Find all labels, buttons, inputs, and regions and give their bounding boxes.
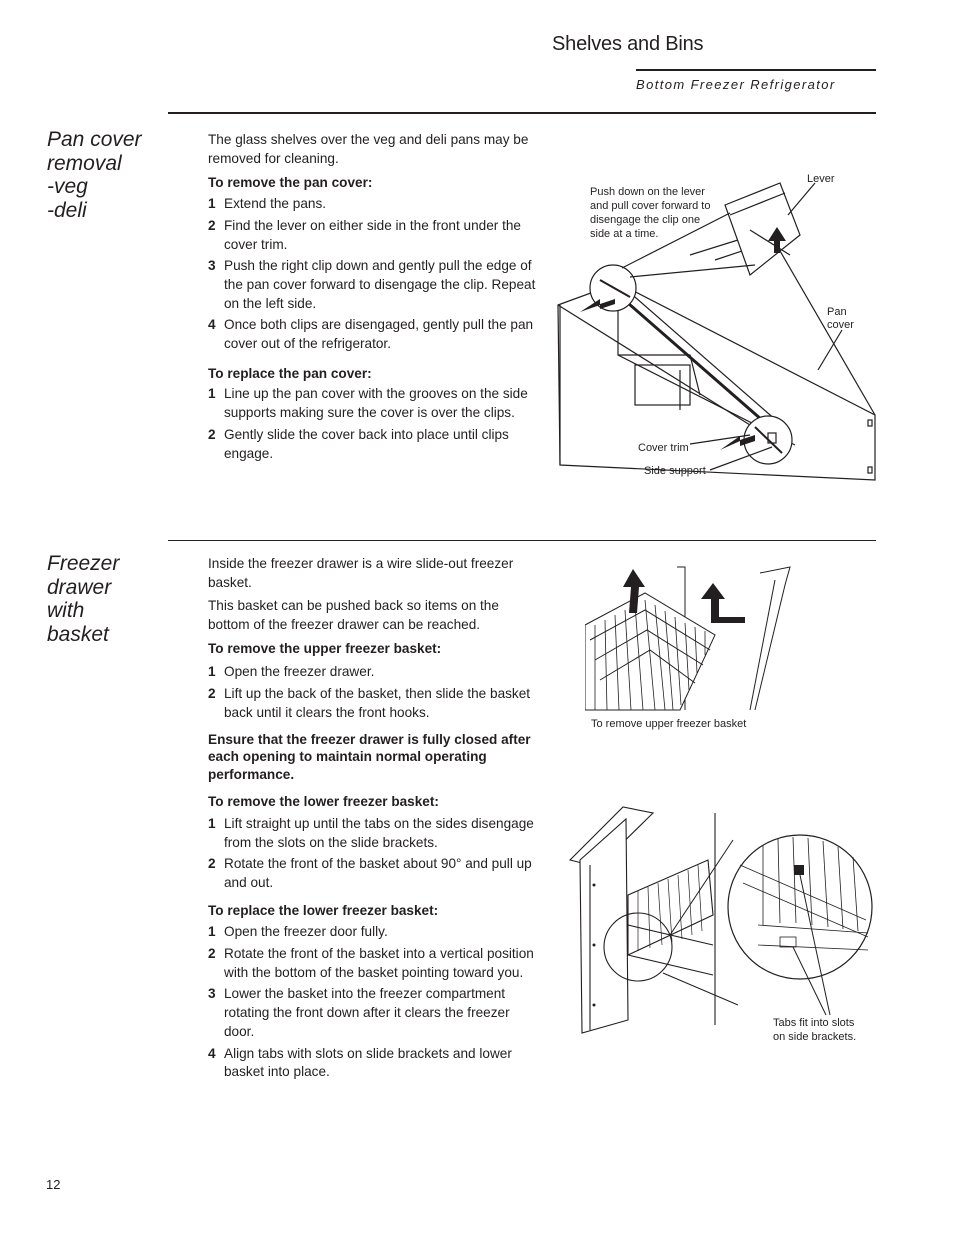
list-item: 2 Find the lever on either side in the front under the cover trim. bbox=[208, 217, 521, 252]
section-title-line: removal bbox=[47, 151, 122, 175]
page-header-subtitle: Bottom Freezer Refrigerator bbox=[636, 77, 836, 92]
upper-basket-caption: To remove upper freezer basket bbox=[591, 718, 747, 730]
replace-lower-steps bbox=[208, 923, 536, 1082]
replace-heading: To replace the pan cover: bbox=[208, 365, 372, 381]
lower-basket-caption-line2: on side brackets. bbox=[773, 1031, 857, 1043]
section-divider bbox=[168, 540, 876, 541]
intro-text: The glass shelves over the veg and deli pans may be removed for cleaning. bbox=[208, 132, 529, 166]
remove-heading: To remove the pan cover: bbox=[208, 175, 373, 191]
remove-steps bbox=[208, 195, 536, 354]
list-item: 3 Lower the basket into the freezer compartment rotating the front down after it clears the freezer door. bbox=[208, 986, 510, 1039]
section-title-line: Pan cover bbox=[47, 128, 142, 151]
section-title-line: -veg bbox=[47, 175, 88, 198]
list-item: 4 Once both clips are disengaged, gently pull the pan cover out of the refrigerator. bbox=[208, 317, 534, 352]
upper-basket-illustration bbox=[585, 565, 795, 713]
replace-steps bbox=[208, 385, 536, 463]
warning-text: Ensure that the freezer drawer is fully closed after each opening to maintain normal operating performance. bbox=[208, 731, 531, 782]
label-cover-trim: Cover trim bbox=[638, 442, 689, 454]
label-side-support: Side support bbox=[644, 465, 706, 477]
section-title-pan-cover bbox=[47, 128, 162, 222]
header-rule bbox=[636, 69, 876, 71]
page-number: 12 bbox=[46, 1177, 61, 1192]
list-item: 2 Lift up the back of the basket, then slide the basket back until it clears the front hooks. bbox=[208, 686, 531, 720]
section-title-line: Freezer bbox=[47, 552, 120, 575]
lower-basket-heading: To remove the lower freezer basket: bbox=[208, 794, 439, 810]
list-item: 2 Rotate the front of the basket about 90° and pull up and out. bbox=[208, 856, 532, 890]
lower-basket-illustration bbox=[568, 805, 873, 1040]
list-item: 3 Push the right clip down and gently pull the edge of the pan cover forward to disengage the clip. Repeat on the left side. bbox=[208, 258, 536, 311]
section-title-line: basket bbox=[47, 622, 109, 646]
section-title-line: with bbox=[47, 599, 85, 622]
freezer-basket-instructions bbox=[208, 555, 536, 1082]
section-title-freezer-drawer bbox=[47, 552, 162, 646]
list-item: 2 Rotate the front of the basket into a vertical position with the bottom of the basket pointing toward you. bbox=[208, 946, 534, 980]
intro-text: Inside the freezer drawer is a wire slide-out freezer basket. bbox=[208, 556, 514, 590]
label-pan-cover-line2: cover bbox=[827, 319, 854, 331]
list-item: 1 Extend the pans. bbox=[208, 196, 327, 212]
list-item: 1 Open the freezer door fully. bbox=[208, 924, 388, 940]
page-header-title: Shelves and Bins bbox=[552, 33, 704, 55]
list-item: 2 Gently slide the cover back into place until clips engage. bbox=[208, 426, 509, 461]
upper-basket-heading: To remove the upper freezer basket: bbox=[208, 640, 442, 656]
pan-cover-instructions bbox=[208, 131, 536, 463]
intro-text: This basket can be pushed back so items on the bottom of the freezer drawer can be reached. bbox=[208, 598, 499, 633]
section-divider-top bbox=[168, 112, 876, 114]
lower-basket-steps bbox=[208, 815, 536, 893]
replace-lower-heading: To replace the lower freezer basket: bbox=[208, 902, 439, 918]
label-lever: Lever bbox=[807, 173, 835, 185]
list-item: 1 Lift straight up until the tabs on the sides disengage from the slots on the slide brackets. bbox=[208, 815, 534, 850]
list-item: 4 Align tabs with slots on slide brackets and lower basket into place. bbox=[208, 1045, 512, 1080]
callout-push-lever: Push down on the lever and pull cover forward to disengage the clip one side at a time. bbox=[590, 186, 711, 240]
section-title-line: -deli bbox=[47, 198, 87, 222]
lower-basket-caption-line1: Tabs fit into slots bbox=[773, 1017, 855, 1029]
label-pan-cover-line1: Pan bbox=[827, 306, 847, 318]
list-item: 1 Line up the pan cover with the grooves on the side supports making sure the cover is over the clips. bbox=[208, 386, 528, 421]
list-item: 1 Open the freezer drawer. bbox=[208, 663, 375, 679]
upper-basket-steps bbox=[208, 663, 536, 723]
section-title-line: drawer bbox=[47, 575, 112, 599]
